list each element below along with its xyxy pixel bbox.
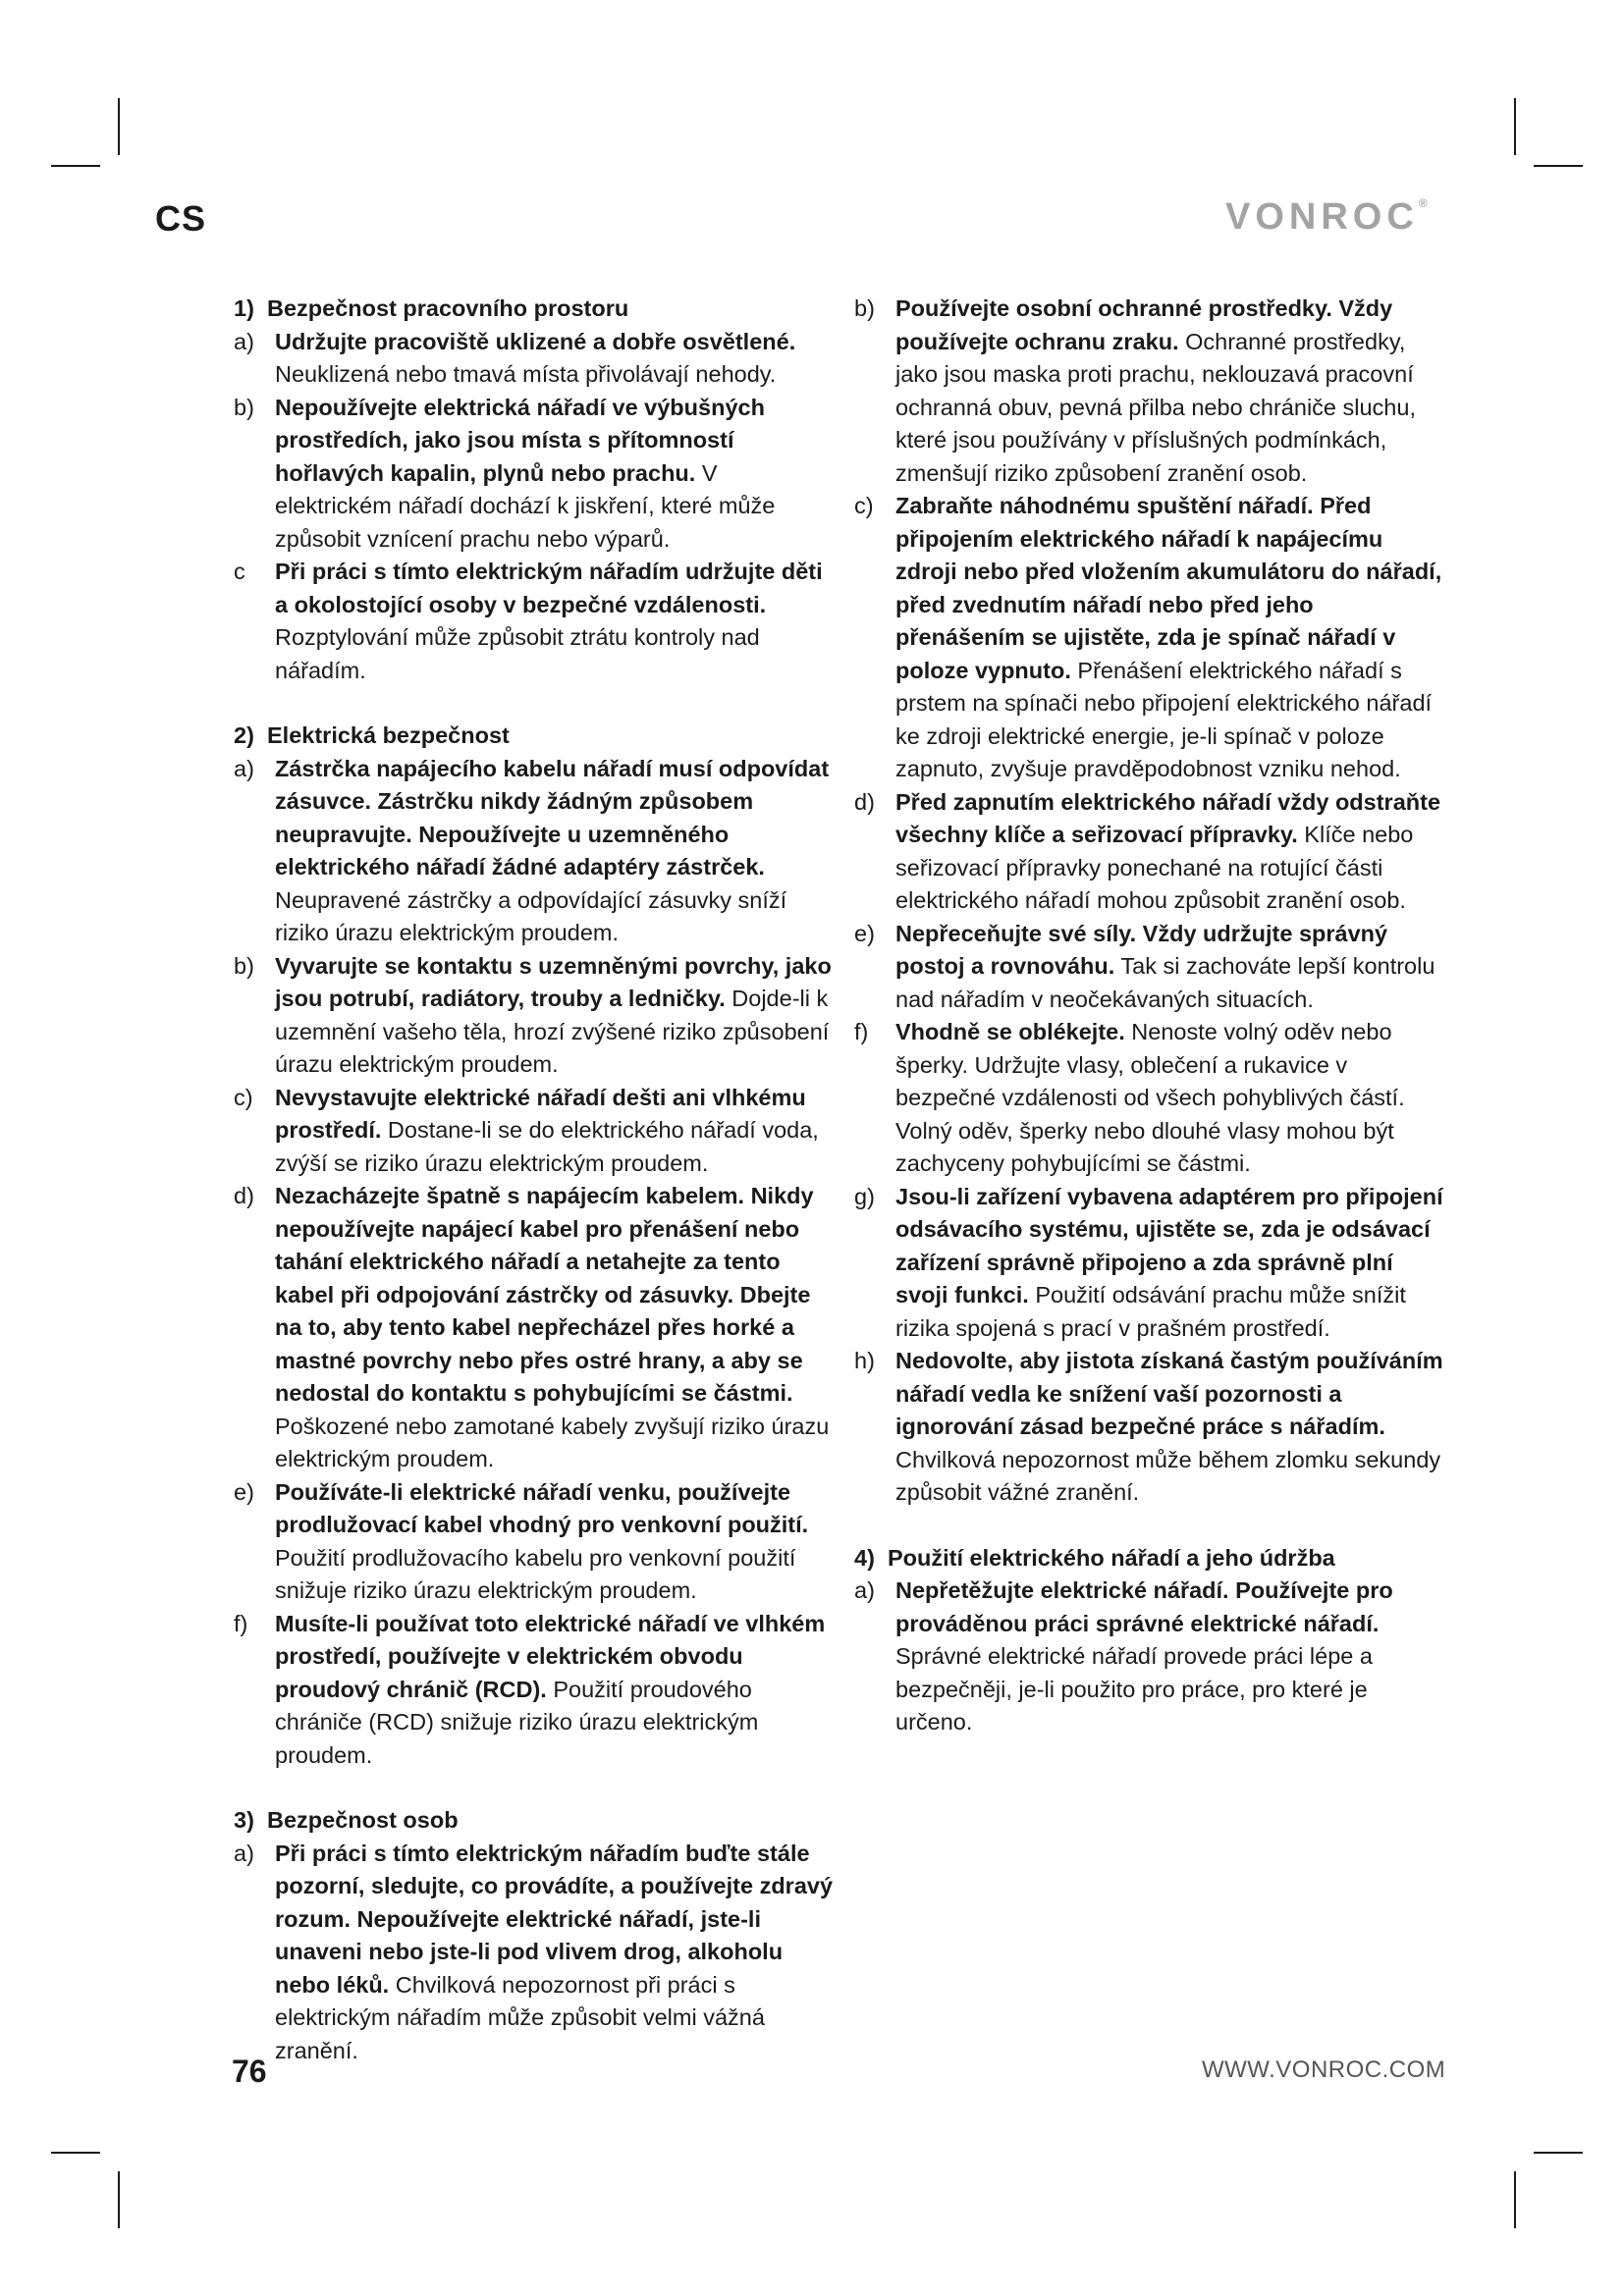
list-item: b) Vyvarujte se kontaktu s uzemněnými povrchy, jako jsou potrubí, radiátory, trouby a ledničky. Dojde-li k uzemnění vašeho těla, hrozí zvýšené riziko způsobení úrazu elektrickým proudem.	[234, 952, 832, 1077]
list-item: b) Nepoužívejte elektrická nářadí ve výbušných prostředích, jako jsou místa s přítomností hořlavých kapalin, plynů nebo prachu. V elektrickém nářadí dochází k jiskření, které může způsobit vznícení prachu nebo výparů.	[234, 394, 776, 552]
crop-mark	[1514, 2171, 1516, 2228]
list-item: c) Nevystavujte elektrické nářadí dešti ani vlhkému prostředí. Dostane-li se do elektrického nářadí voda, zvýší se riziko úrazu elektrickým proudem.	[234, 1084, 819, 1176]
crop-mark	[118, 98, 120, 155]
language-code: CS	[155, 198, 207, 239]
list-item: e) Používáte-li elektrické nářadí venku, používejte prodlužovací kabel vhodný pro venkovní použití. Použití prodlužovacího kabelu pro venkovní použití snižuje riziko úrazu elektrickým proudem.	[234, 1478, 809, 1603]
list-item: a) Zástrčka napájecího kabelu nářadí musí odpovídat zásuvce. Zástrčku nikdy žádným způsobem neupravujte. Nepoužívejte u uzemněného elektrického nářadí žádné adaptéry zástrček. Neupravené zástrčky a odpovídající zásuvky sníží riziko úrazu elektrickým proudem.	[234, 755, 830, 945]
section-personal-safety	[234, 1804, 835, 2067]
list-item: d) Nezacházejte špatně s napájecím kabelem. Nikdy nepoužívejte napájecí kabel pro přenášení nebo tahání elektrického nářadí a netahejte za tento kabel při odpojování zástrčky od zásuvky. Dbejte na to, aby tento kabel nepřecházel přes horké a mastné povrchy nebo přes ostré hrany, a aby se nedostal do kontaktu s pohybujícími se částmi. Poškozené nebo zamotané kabely zvyšují riziko úrazu elektrickým proudem.	[234, 1183, 830, 1471]
list-item: f) Vhodně se oblékejte. Nenoste volný oděv nebo šperky. Udržujte vlasy, oblečení a rukavice v bezpečné vzdálenosti od všech pohyblivých částí. Volný oděv, šperky nebo dlouhé vlasy mohou být zachyceny pohybujícími se částmi.	[854, 1019, 1405, 1176]
brand-logo	[1225, 196, 1428, 239]
crop-mark	[51, 2152, 100, 2154]
section-tool-use-and-care	[854, 1542, 1449, 1739]
list-item: a) Nepřetěžujte elektrické nářadí. Používejte pro prováděnou práci správné elektrické nářadí. Správné elektrické nářadí provede práci lépe a bezpečněji, je-li použito pro práce, pro které je určeno.	[854, 1577, 1393, 1735]
list-item: f) Musíte-li používat toto elektrické nářadí ve vlhkém prostředí, používejte v elektrickém obvodu proudový chránič (RCD). Použití proudového chrániče (RCD) snižuje riziko úrazu elektrickým proudem.	[234, 1610, 826, 1768]
list-item: g) Jsou-li zařízení vybavena adaptérem pro připojení odsávacího systému, ujistěte se, zda je odsávací zařízení správně připojeno a zda správně plní svoji funkci. Použití odsávání prachu může snížit rizika spojená s prací v prašném prostředí.	[854, 1183, 1443, 1341]
section-electrical-safety	[234, 720, 835, 1772]
crop-mark	[1534, 165, 1583, 167]
section-title: 1) Bezpečnost pracovního prostoru	[234, 295, 629, 321]
list-item: d) Před zapnutím elektrického nářadí vždy odstraňte všechny klíče a seřizovací přípravky. Klíče nebo seřizovací přípravky ponechané na rotující části elektrického nářadí mohou způsobit zranění osob.	[854, 788, 1441, 913]
right-column	[854, 293, 1449, 1739]
section-title: 3) Bezpečnost osob	[234, 1807, 459, 1833]
brand-trademark: ®	[1418, 196, 1428, 210]
website-url: WWW.VONROC.COM	[1202, 2056, 1446, 2083]
brand-name: VONROC	[1225, 196, 1419, 238]
list-item: b) Používejte osobní ochranné prostředky. Vždy používejte ochranu zraku. Ochranné prostředky, jako jsou maska proti prachu, neklouzavá pracovní ochranná obuv, pevná přilba nebo chrániče sluchu, které jsou používány v příslušných podmínkách, zmenšují riziko způsobení zranění osob.	[854, 295, 1416, 486]
crop-mark	[1514, 98, 1516, 155]
crop-mark	[118, 2171, 120, 2228]
list-item: c) Zabraňte náhodnému spuštění nářadí. Před připojením elektrického nářadí k napájecímu zdroji nebo před vložením akumulátoru do nářadí, před zvednutím nářadí nebo před jeho přenášením se ujistěte, zda je spínač nářadí v poloze vypnuto. Přenášení elektrického nářadí s prstem na spínači nebo připojení elektrického nářadí ke zdroji elektrické energie, je-li spínač v poloze zapnuto, zvyšuje pravděpodobnost vzniku nehod.	[854, 493, 1442, 781]
crop-mark	[51, 165, 100, 167]
crop-mark	[1534, 2152, 1583, 2154]
section-title: 4) Použití elektrického nářadí a jeho údržba	[854, 1544, 1335, 1571]
list-item: c Při práci s tímto elektrickým nářadím udržujte děti a okolostojící osoby v bezpečné vzdálenosti. Rozptylování může způsobit ztrátu kontroly nad nářadím.	[234, 559, 823, 683]
page-number: 76	[232, 2054, 267, 2089]
section-work-area-safety	[234, 293, 835, 687]
section-personal-safety-continued	[854, 293, 1449, 1510]
left-column	[234, 293, 835, 2067]
section-title: 2) Elektrická bezpečnost	[234, 722, 510, 748]
list-item: a) Při práci s tímto elektrickým nářadím buďte stále pozorní, sledujte, co provádíte, a používejte zdravý rozum. Nepoužívejte elektrické nářadí, jste-li unaveni nebo jste-li pod vlivem drog, alkoholu nebo léků. Chvilková nepozornost při práci s elektrickým nářadím může způsobit velmi vážná zranění.	[234, 1840, 834, 2063]
list-item: a) Udržujte pracoviště uklizené a dobře osvětlené. Neuklizená nebo tmavá místa přivolávají nehody.	[234, 328, 796, 387]
list-item: e) Nepřeceňujte své síly. Vždy udržujte správný postoj a rovnováhu. Tak si zachováte lepší kontrolu nad nářadím v neočekávaných situacích.	[854, 920, 1435, 1012]
list-item: h) Nedovolte, aby jistota získaná častým používáním nářadí vedla ke snížení vaší pozornosti a ignorování zásad bezpečné práce s nářadím. Chvilková nepozornost může během zlomku sekundy způsobit vážné zranění.	[854, 1348, 1443, 1505]
